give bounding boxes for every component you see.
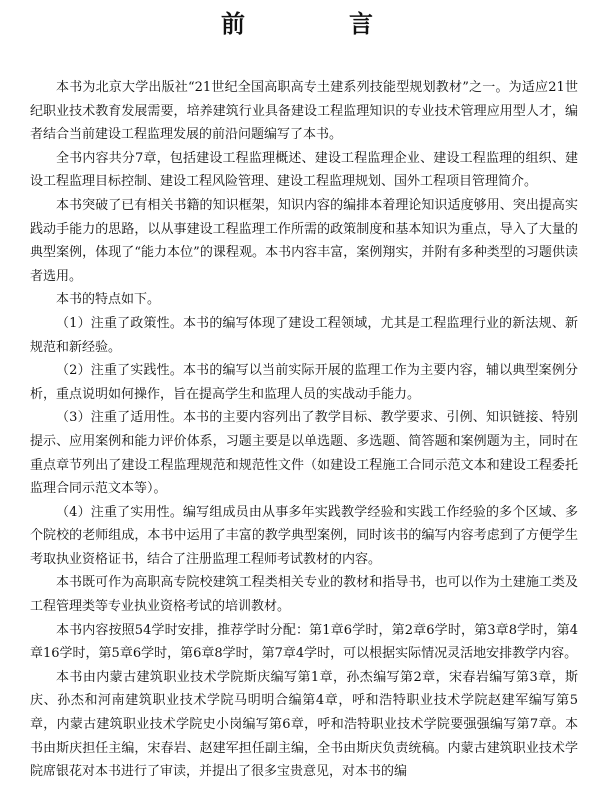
page-title: 前 言 [221,10,413,38]
paragraph-schedule: 本书内容按照54学时安排，推荐学时分配：第1章6学时，第2章6学时，第3章8学时，第4章16学时，第5章6学时，第6章8学时，第7章4学时，可以根据实际情况灵活地安排教学内容。 [30,622,578,662]
paragraph-authors: 本书由内蒙古建筑职业技术学院斯庆编写第1章，孙杰编写第2章，宋春岩编写第3章，斯庆、孙杰和河南建筑职业技术学院马明明合编第4章，呼和浩特职业技术学院赵建军编写第5章，内蒙古建筑职业技术学院史小岗编写第6章，呼和浩特职业技术学院要强强编写第7章。本书由斯庆担任主编，宋春岩、赵建军担任副主编，全书由斯庆负责统稿。内蒙古建筑职业技术学院席银花对本书进行了审读，并提出了很多宝贵意见，对本书的编 [30,669,578,780]
preface-body [30,76,578,784]
paragraph-contents: 全书内容共分7章，包括建设工程监理概述、建设工程监理企业、建设工程监理的组织、建设工程监理目标控制、建设工程风险管理、建设工程监理规划、国外工程项目管理简介。 [30,150,578,190]
paragraph-feature-3: （3）注重了适用性。本书的主要内容列出了教学目标、教学要求、引例、知识链接、特别提示、应用案例和能力评价体系，习题主要是以单选题、多选题、简答题和案例题为主，同时在重点章节列出了建设工程监理规范和规范性文件（如建设工程施工合同示范文本和建设工程委托监理合同示范文本等）。 [30,410,578,497]
paragraph-feature-1: （1）注重了政策性。本书的编写体现了建设工程领域，尤其是工程监理行业的新法规、新规范和新经验。 [30,315,578,355]
paragraph-approach: 本书突破了已有相关书籍的知识框架，知识内容的编排本着理论知识适度够用、突出提高实践动手能力的思路，以从事建设工程监理工作所需的政策制度和基本知识为重点，导入了大量的典型案例，体现了“能力本位”的课程观。本书内容丰富，案例翔实，并附有多种类型的习题供读者选用。 [30,197,578,284]
paragraph-audience: 本书既可作为高职高专院校建筑工程类相关专业的教材和指导书，也可以作为土建施工类及工程管理类等专业执业资格考试的培训教材。 [30,575,578,615]
paragraph-feature-4: （4）注重了实用性。编写组成员由从事多年实践教学经验和实践工作经验的多个区域、多个院校的老师组成，本书中运用了丰富的教学典型案例，同时该书的编写内容考虑到了方便学生考取执业资格证书，结合了注册监理工程师考试教材的内容。 [30,504,578,567]
paragraph-feature-2: （2）注重了实践性。本书的编写以当前实际开展的监理工作为主要内容，辅以典型案例分析，重点说明如何操作，旨在提高学生和监理人员的实战动手能力。 [30,363,578,402]
paragraph-features-heading: 本书的特点如下。 [56,292,161,308]
paragraph-intro: 本书为北京大学出版社“21世纪全国高职高专土建系列技能型规划教材”之一。为适应21世纪职业技术教育发展需要，培养建筑行业具备建设工程监理知识的专业技术管理应用型人才，编者结合当前建设工程监理发展的前沿问题编写了本书。 [30,80,578,143]
